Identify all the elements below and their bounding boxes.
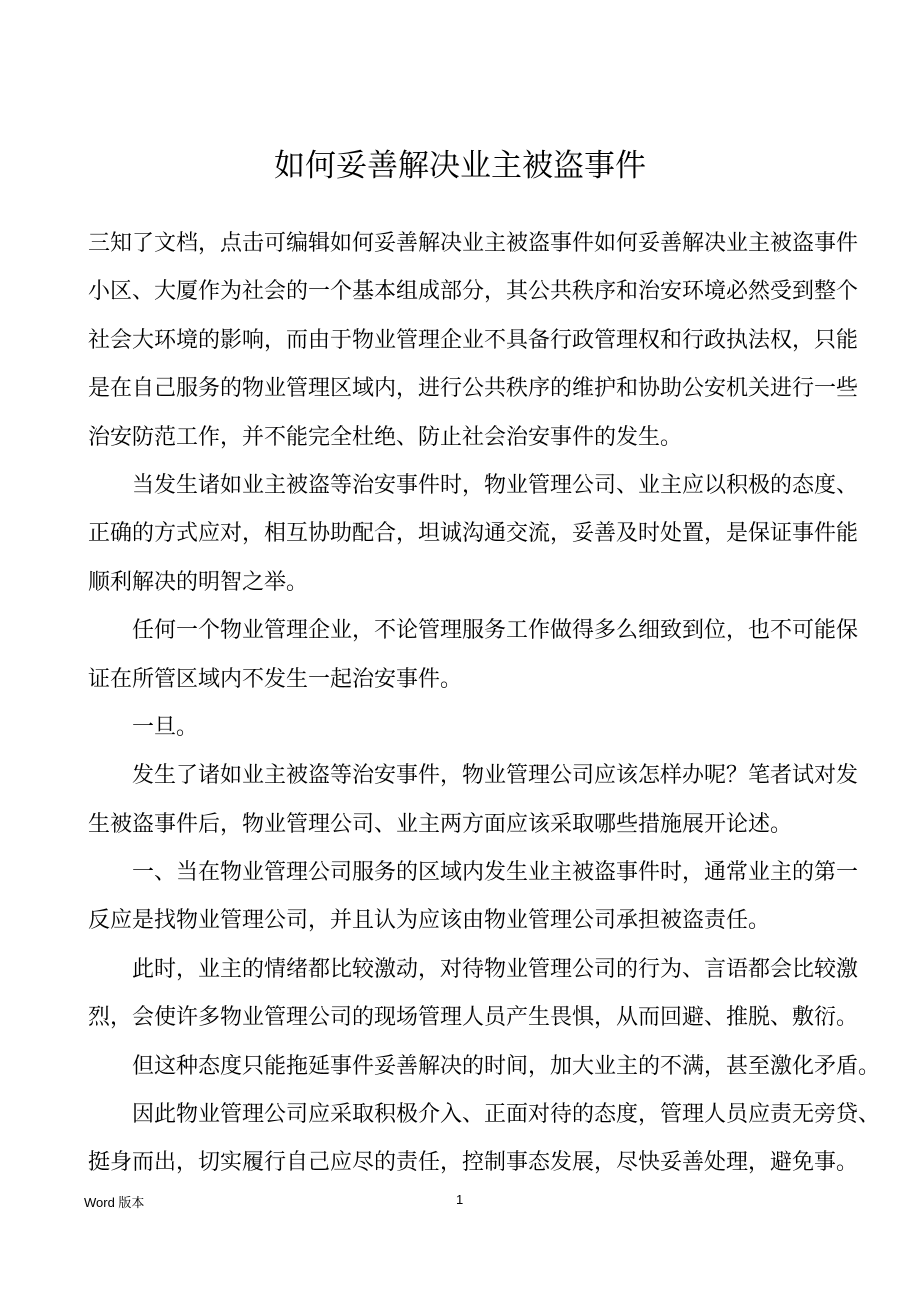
document-title: 如何妥善解决业主被盗事件	[274, 148, 646, 184]
text-line: 生被盗事件后，物业管理公司、业主两方面应该采取哪些措施展开论述。	[88, 811, 793, 837]
text-line: 反应是找物业管理公司，并且认为应该由物业管理公司承担被盗责任。	[88, 908, 771, 934]
text-line: 治安防范工作，并不能完全杜绝、防止社会治安事件的发生。	[88, 424, 683, 450]
text-line: 社会大环境的影响，而由于物业管理企业不具备行政管理权和行政执法权，只能	[88, 327, 859, 353]
text-line: 证在所管区域内不发生一起治安事件。	[88, 666, 463, 692]
page-number: 1	[456, 1192, 464, 1207]
footer-label: Word 版本	[84, 1195, 145, 1210]
text-line: 但这种态度只能拖延事件妥善解决的时间，加大业主的不满，甚至激化矛盾。	[132, 1053, 881, 1079]
text-line: 烈，会使许多物业管理公司的现场管理人员产生畏惧，从而回避、推脱、敷衍。	[88, 1005, 859, 1031]
text-line: 正确的方式应对，相互协助配合，坦诚沟通交流，妥善及时处置，是保证事件能	[88, 521, 859, 547]
text-line: 小区、大厦作为社会的一个基本组成部分，其公共秩序和治安环境必然受到整个	[88, 279, 859, 305]
text-line: 一、当在物业管理公司服务的区域内发生业主被盗事件时，通常业主的第一	[132, 860, 859, 886]
text-line: 此时，业主的情绪都比较激动，对待物业管理公司的行为、言语都会比较激	[132, 956, 859, 982]
text-line: 发生了诸如业主被盗等治安事件，物业管理公司应该怎样办呢？笔者试对发	[132, 763, 859, 789]
text-line: 一旦。	[132, 714, 199, 740]
text-line: 是在自己服务的物业管理区域内，进行公共秩序的维护和协助公安机关进行一些	[88, 376, 859, 402]
text-line: 顺利解决的明智之举。	[88, 569, 309, 595]
text-line: 挺身而出，切实履行自己应尽的责任，控制事态发展，尽快妥善处理，避免事。	[88, 1150, 859, 1176]
text-line: 当发生诸如业主被盗等治安事件时，物业管理公司、业主应以积极的态度、	[132, 472, 859, 498]
text-line: 任何一个物业管理企业，不论管理服务工作做得多么细致到位，也不可能保	[132, 618, 859, 644]
text-line: 因此物业管理公司应采取积极介入、正面对待的态度，管理人员应责无旁贷、	[132, 1102, 881, 1128]
text-line: 三知了文档，点击可编辑如何妥善解决业主被盗事件如何妥善解决业主被盗事件	[88, 231, 859, 256]
document-body	[88, 220, 881, 1188]
